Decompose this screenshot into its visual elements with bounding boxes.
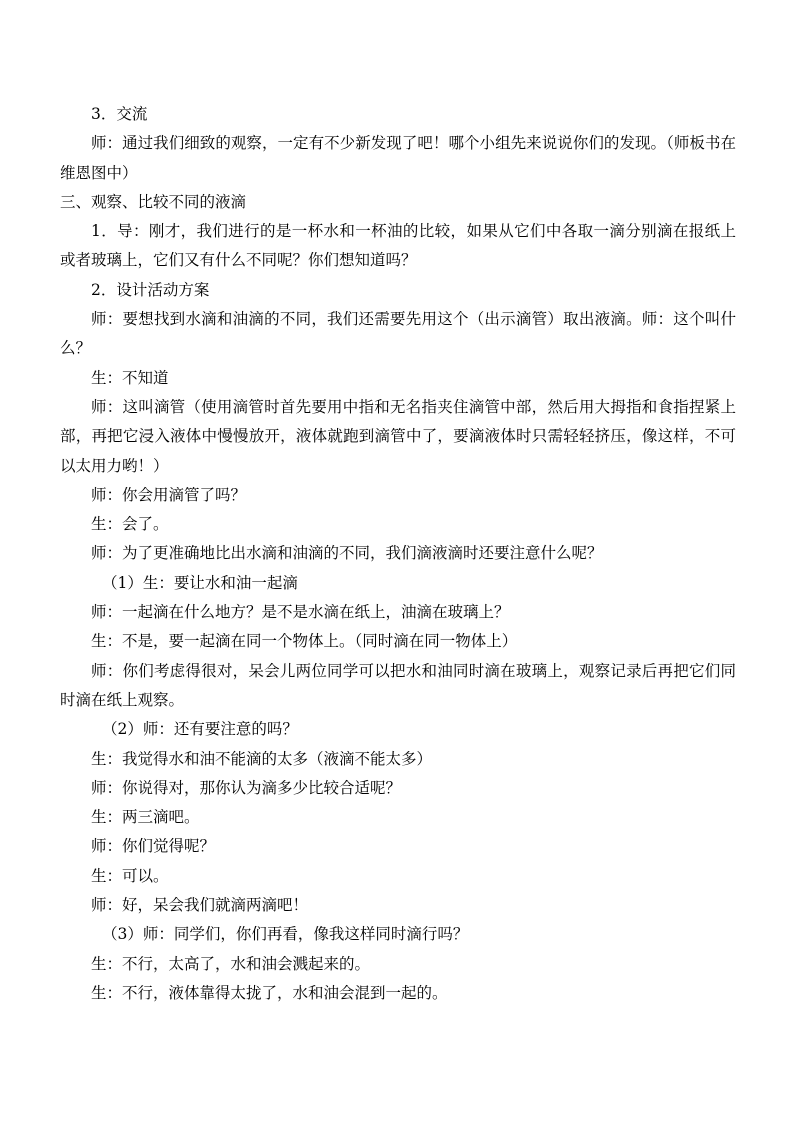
paragraph-6: 师：要想找到水滴和油滴的不同，我们还需要先用这个（出示滴管）取出液滴。师：这个叫什么？ [60,310,736,358]
paragraph-8: 师：这叫滴管（使用滴管时首先要用中指和无名指夹住滴管中部，然后用大拇指和食指捏紧上部，再把它浸入液体中慢慢放开，液体就跑到滴管中了，要滴液体时只需轻轻挤压，像这样，不可以太用力哟！） [60,397,736,475]
paragraph-10: 生：会了。 [91,515,169,534]
paragraph-22: 师：好，呆会我们就滴两滴吧！ [91,896,309,915]
paragraph-17: 生：我觉得水和油不能滴的太多（液滴不能太多） [91,749,433,768]
paragraph-4: 1．导：刚才，我们进行的是一杯水和一杯油的比较，如果从它们中各取一滴分别滴在报纸上或者玻璃上，它们又有什么不同呢？你们想知道吗？ [60,222,736,270]
paragraph-19: 生：两三滴吧。 [91,808,200,827]
paragraph-7: 生：不知道 [91,368,169,387]
paragraph-18: 师：你说得对，那你认为滴多少比较合适呢？ [91,778,402,797]
paragraph-21: 生：可以。 [91,866,169,885]
paragraph-16: （2）师：还有要注意的吗？ [102,720,298,739]
paragraph-13: 师：一起滴在什么地方？是不是水滴在纸上，油滴在玻璃上？ [91,603,510,622]
paragraph-9: 师：你会用滴管了吗？ [91,485,247,504]
paragraph-25: 生：不行，液体靠得太拢了，水和油会混到一起的。 [91,983,448,1002]
paragraph-5: 2．设计活动方案 [91,280,210,299]
section-heading: 三、观察、比较不同的液滴 [60,192,247,211]
paragraph-1: 3．交流 [91,105,148,123]
paragraph-12: （1）生：要让水和油一起滴 [102,573,298,592]
paragraph-11: 师：为了更准确地比出水滴和油滴的不同，我们滴液滴时还要注意什么呢？ [91,544,603,563]
paragraph-24: 生：不行，太高了，水和油会溅起来的。 [91,954,371,973]
paragraph-20: 师：你们觉得呢？ [91,837,216,856]
paragraph-2: 师：通过我们细致的观察，一定有不少新发现了吧！哪个小组先来说说你们的发现。（师板书在维恩图中） [60,134,736,182]
paragraph-15: 师：你们考虑得很对，呆会儿两位同学可以把水和油同时滴在玻璃上，观察记录后再把它们同时滴在纸上观察。 [60,661,736,709]
paragraph-23: （3）师：同学们，你们再看，像我这样同时滴行吗？ [102,925,469,944]
paragraph-14: 生：不是，要一起滴在同一个物体上。（同时滴在同一物体上） [91,632,518,651]
document-page [60,100,736,1008]
